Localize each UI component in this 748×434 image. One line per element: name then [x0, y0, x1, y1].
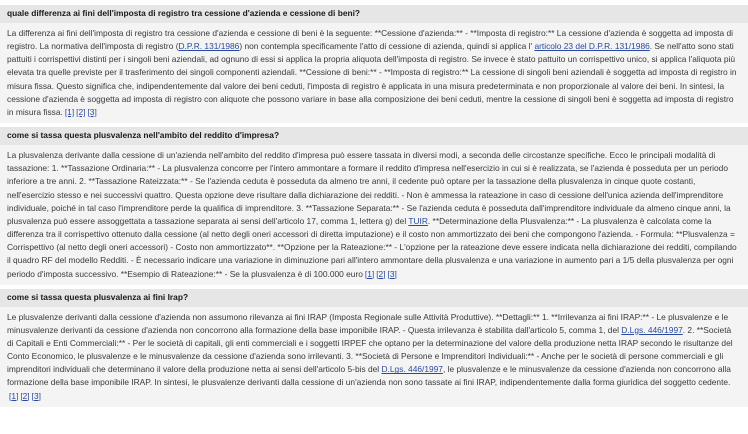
- citation-ref[interactable]: [1]: [9, 390, 19, 401]
- law-link[interactable]: D.Lgs. 446/1997: [381, 364, 443, 375]
- qa-block: [0, 127, 748, 285]
- question-heading: quale differenza ai fini dell'imposta di registro tra cessione d'azienda e cessione di beni?: [0, 5, 748, 23]
- citation-ref[interactable]: [3]: [387, 268, 397, 279]
- citation-ref[interactable]: [1]: [64, 106, 75, 117]
- law-link[interactable]: TUIR: [408, 215, 428, 226]
- answer-text: [0, 307, 748, 407]
- citation-ref[interactable]: [2]: [376, 268, 386, 279]
- question-heading: come si tassa questa plusvalenza ai fini Irap?: [0, 289, 748, 307]
- law-link[interactable]: articolo 23 del D.P.R. 131/1986: [534, 41, 650, 52]
- law-link[interactable]: D.Lgs. 446/1997: [621, 324, 683, 335]
- citation-ref[interactable]: [3]: [87, 106, 97, 117]
- citation-ref[interactable]: [3]: [31, 390, 41, 401]
- qa-block: [0, 5, 748, 123]
- citation-ref[interactable]: [1]: [364, 268, 375, 279]
- answer-text-run: . 2. **Società di Capitali e Enti Commerciali:** - Per le società di capitali, gli enti commerciali e i soggetti IRPEF che optano per la determinazione del valore della produzione netta IRAP secondo le risultanze del Conto Economico, le plusvalenze e le minusvalenze da cessione d'azienda sono irrilevanti. 3. **Società di Persone e Imprenditori Individuali:** - Anche per le società di persone commerciali e gli imprenditori individuali che determinano il valore della produzione netta ai sensi dell'articolo 5-bis del: [7, 324, 733, 375]
- answer-text-run: . **Determinazione della Plusvalenza:** - La plusvalenza è calcolata come la differenza tra il corrispettivo ottenuto dalla cessione (al netto degli oneri accessori di diretta imputazione) e il costo non ammortizzato dei beni che compongono l'azienda. - Formula: **Plusvalenza = Corrispettivo (al netto degli oneri accessori) - Costo non ammortizzato**. **Opzione per la Rateazione:** - L'opzione per la rateazione deve essere indicata nella dichiarazione dei redditi, compilando il quadro RF del modello Redditi. - È necessario indicare una variazione in diminuzione pari all'intero ammontare della plusvalenza e una variazione in aumento pari a 1/5 della plusvalenza per ogni periodo d'imposta successivo. **Esempio di Rateazione:** - Se la plusvalenza è di 100.000 euro: [7, 215, 737, 279]
- qa-block: [0, 289, 748, 407]
- law-link[interactable]: D.P.R. 131/1986: [178, 41, 240, 52]
- answer-text-run: La differenza ai fini dell'imposta di registro tra cessione d'azienda e cessione di beni è la seguente: **Cessione d'azienda:** - **Imposta di registro:** La cessione d'azienda è soggetta ad imposta di registro. La normativa dell'imposta di registro (: [7, 28, 733, 52]
- chat-history: [0, 5, 748, 407]
- answer-text: [0, 145, 748, 285]
- question-heading: come si tassa questa plusvalenza nell'ambito del reddito d'impresa?: [0, 127, 748, 145]
- answer-text-run: ) non contempla specificamente l'atto di cessione di azienda, quindi si applica l': [239, 41, 535, 52]
- answer-text-run: Le plusvalenze derivanti dalla cessione d'azienda non assumono rilevanza ai fini IRAP (Imposta Regionale sulle Attività Produttive). **Dettagli:** 1. **Irrilevanza ai fini IRAP:** - Le plusvalenze e le minusvalenze derivanti da cessione d'azienda non concorrono alla formazione della base imponibile IRAP. - Questa irrilevanza è stabilita dall'articolo 5, comma 1, del: [7, 311, 729, 335]
- answer-text: [0, 23, 748, 123]
- citation-ref[interactable]: [2]: [20, 390, 30, 401]
- answer-text-run: La plusvalenza derivante dalla cessione di un'azienda nell'ambito del reddito d'impresa può essere tassata in diversi modi, a seconda delle circostanze specifiche. Ecco le principali modalità di tassazione: 1. **Tassazione Ordinaria:** - La plusvalenza concorre per l'intero ammontare a formare il reddito d'impresa nell'esercizio in cui si è realizzata, se l'azienda è posseduta per un periodo inferiore a tre anni. 2. **Tassazione Rateizzata:** - Se l'azienda ceduta è posseduta da almeno tre anni, il cedente può optare per la tassazione della plusvalenza in cinque quote costanti, nell'esercizio stesso e nei successivi quattro. Questa opzione deve risultare dalla dichiarazione dei redditi. - Non è ammessa la rateazione in caso di cessione dell'unica azienda dell'imprenditore individuale, poiché in tal caso l'imprenditore perde la qualifica di imprenditore. 3. **Tassazione Separata:** - Se l'azienda ceduta è posseduta dall'imprenditore individuale da almeno cinque anni, la plusvalenza può essere assoggettata a tassazione separata ai sensi dell'articolo 17, comma 1, lettera g) del: [7, 150, 731, 226]
- answer-text-run: , le plusvalenze e le minusvalenze da cessione d'azienda non concorrono alla formazione della base imponibile IRAP. In sintesi, le plusvalenze derivanti dalla cessione di un'azienda non sono tassate ai fini IRAP, indipendentemente dalla forma giuridica del soggetto cedente.: [7, 364, 731, 388]
- answer-text-run: . Se nell'atto sono stati pattuiti i corrispettivi distinti per i singoli beni aziendali, ad ognuno di essi si applica la propria aliquota dell'imposta di registro. Se invece è stato pattuito un corrispettivo unico, si applica l'aliquota più elevata tra quelle previste per il trasferimento dei singoli componenti aziendali. **Cessione di beni:** - **Imposta di registro:** La cessione di singoli beni aziendali è soggetta ad imposta di registro in misura fissa. Questo significa che, indipendentemente dal valore dei beni ceduti, l'imposta di registro è applicata in una misura predeterminata e non proporzionale al valore dei beni. In sintesi, la cessione d'azienda è soggetta ad imposta di registro con aliquote che possono variare in base alla composizione dei beni ceduti, mentre la cessione di singoli beni è soggetta ad imposta di registro in misura fissa.: [7, 41, 737, 117]
- citation-ref[interactable]: [2]: [76, 106, 86, 117]
